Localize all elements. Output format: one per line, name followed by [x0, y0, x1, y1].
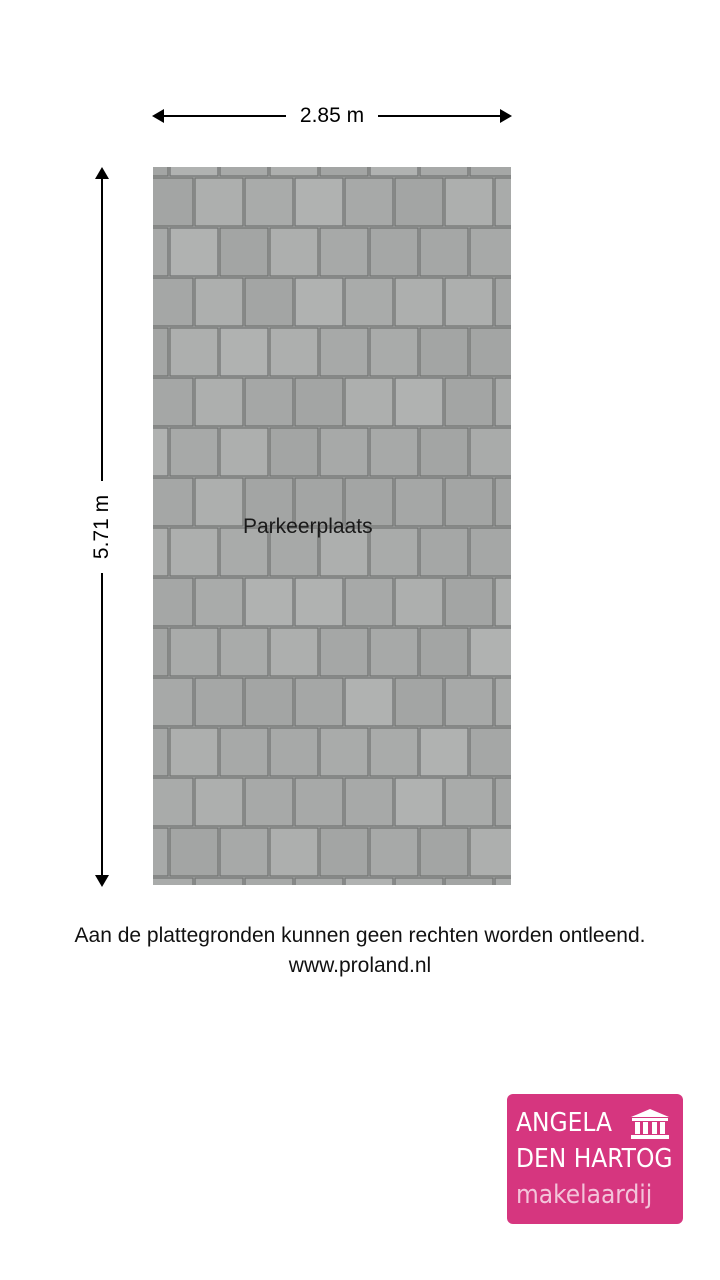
- paving-stone: [153, 378, 193, 426]
- paving-stone: [445, 278, 493, 326]
- paving-stone: [153, 678, 193, 726]
- paving-stone: [420, 528, 468, 576]
- paving-stone: [495, 478, 511, 526]
- paving-stone: [220, 228, 268, 276]
- paving-stone: [153, 167, 168, 176]
- paving-stone: [195, 878, 243, 885]
- paving-stone: [245, 578, 293, 626]
- paving-stone: [420, 228, 468, 276]
- paving-stone: [395, 178, 443, 226]
- paving-stone: [495, 778, 511, 826]
- paving-stone: [195, 278, 243, 326]
- paving-stone: [153, 628, 168, 676]
- paving-stone: [195, 478, 243, 526]
- paving-stone: [170, 228, 218, 276]
- paving-stone: [153, 228, 168, 276]
- paving-stone: [495, 578, 511, 626]
- paving-stone: [420, 167, 468, 176]
- paving-stone: [395, 378, 443, 426]
- paving-stone: [153, 328, 168, 376]
- paving-stone: [245, 278, 293, 326]
- paving-stone: [320, 728, 368, 776]
- paving-stone: [220, 328, 268, 376]
- height-dimension: [90, 167, 114, 887]
- logo-line-den-hartog: DEN HARTOG: [516, 1144, 673, 1174]
- paving-stone: [295, 278, 343, 326]
- paving-stone: [220, 167, 268, 176]
- paving-stone: [445, 178, 493, 226]
- dimension-line-bottom: [101, 573, 103, 879]
- logo-line-angela: ANGELA: [516, 1108, 613, 1138]
- paving-stone: [245, 678, 293, 726]
- logo-line-makelaardij: makelaardij: [516, 1180, 653, 1210]
- company-logo: [507, 1094, 683, 1224]
- paving-stone: [395, 278, 443, 326]
- paving-stone: [270, 167, 318, 176]
- disclaimer-text: Aan de plattegronden kunnen geen rechten worden ontleend.: [74, 924, 646, 947]
- paving-stone: [495, 678, 511, 726]
- paving-stone: [270, 728, 318, 776]
- paving-stone: [320, 328, 368, 376]
- paving-stone: [445, 878, 493, 885]
- paving-stone: [170, 328, 218, 376]
- paving-stone: [395, 878, 443, 885]
- paving-stone: [445, 778, 493, 826]
- paving-stone: [295, 878, 343, 885]
- paving-stone: [153, 828, 168, 876]
- paving-stone: [245, 178, 293, 226]
- paving-stone: [170, 628, 218, 676]
- paving-stone: [153, 578, 193, 626]
- paving-stone: [470, 228, 511, 276]
- paving-stone: [370, 167, 418, 176]
- paving-stone: [170, 167, 218, 176]
- arrow-right-icon: [500, 109, 512, 123]
- paving-stone: [170, 428, 218, 476]
- paving-stone: [345, 778, 393, 826]
- paving-stone: [345, 878, 393, 885]
- paving-stone: [395, 578, 443, 626]
- bank-building-icon: [629, 1108, 671, 1140]
- paving-stone: [295, 378, 343, 426]
- paving-stone: [295, 578, 343, 626]
- paving-stone: [195, 678, 243, 726]
- paving-stone: [320, 628, 368, 676]
- paving-stone: [153, 278, 193, 326]
- paving-stone: [345, 678, 393, 726]
- paving-stone: [195, 778, 243, 826]
- paving-stone: [495, 178, 511, 226]
- paving-stone: [295, 778, 343, 826]
- paving-stone: [220, 828, 268, 876]
- paving-stone: [395, 678, 443, 726]
- paving-stone: [420, 428, 468, 476]
- website-link[interactable]: www.proland.nl: [288, 954, 432, 977]
- paving-stone: [153, 428, 168, 476]
- paving-stone: [270, 228, 318, 276]
- paving-stone: [153, 178, 193, 226]
- paving-stone: [495, 378, 511, 426]
- paving-stone: [195, 578, 243, 626]
- paving-stone: [153, 728, 168, 776]
- paving-stone: [220, 728, 268, 776]
- height-label: 5.71 m: [90, 494, 113, 560]
- paving-stone: [370, 528, 418, 576]
- paving-stone: [153, 478, 193, 526]
- paving-stone: [470, 828, 511, 876]
- paving-stone: [345, 278, 393, 326]
- width-dimension: [152, 104, 512, 128]
- paving-stone: [170, 528, 218, 576]
- paving-stone: [445, 578, 493, 626]
- paving-stone: [420, 728, 468, 776]
- paving-stone: [295, 178, 343, 226]
- paving-stone: [320, 167, 368, 176]
- paving-stone: [370, 328, 418, 376]
- paving-stone: [153, 778, 193, 826]
- paving-stone: [445, 478, 493, 526]
- paving-stone: [270, 828, 318, 876]
- paving-stone: [270, 428, 318, 476]
- paving-stone: [245, 378, 293, 426]
- paving-stone: [295, 678, 343, 726]
- paving-stone: [420, 328, 468, 376]
- room-label: Parkeerplaats: [243, 515, 373, 538]
- paving-stone: [420, 828, 468, 876]
- paving-stone: [495, 878, 511, 885]
- paving-stone: [170, 828, 218, 876]
- paving-stone: [320, 828, 368, 876]
- paving-stone: [445, 678, 493, 726]
- paving-stone: [470, 328, 511, 376]
- paving-stone: [195, 378, 243, 426]
- dimension-line-right: [378, 115, 506, 117]
- paving-stone: [270, 328, 318, 376]
- paving-stone: [195, 178, 243, 226]
- width-label: 2.85 m: [299, 104, 365, 127]
- paving-stone: [470, 528, 511, 576]
- paving-stone: [345, 178, 393, 226]
- paving-stone: [153, 878, 193, 885]
- paving-stone: [345, 578, 393, 626]
- paving-stone: [445, 378, 493, 426]
- paving-stone: [370, 428, 418, 476]
- paving-stone: [345, 378, 393, 426]
- paving-stone: [470, 167, 511, 176]
- paving-stone: [245, 778, 293, 826]
- paving-stone: [220, 628, 268, 676]
- paving-stone: [420, 628, 468, 676]
- paving-stone: [495, 278, 511, 326]
- paving-stone: [153, 528, 168, 576]
- paving-stone: [320, 228, 368, 276]
- paving-stone: [370, 628, 418, 676]
- paving-stone: [395, 478, 443, 526]
- arrow-down-icon: [95, 875, 109, 887]
- paving-stone: [320, 428, 368, 476]
- paving-stone: [220, 428, 268, 476]
- paving-stone: [370, 728, 418, 776]
- paving-stone: [395, 778, 443, 826]
- dimension-line-top: [101, 175, 103, 481]
- paving-stone: [470, 628, 511, 676]
- paving-stone: [370, 828, 418, 876]
- paving-stone: [370, 228, 418, 276]
- paving-stone: [270, 628, 318, 676]
- paving-stone: [470, 728, 511, 776]
- paving-stone: [170, 728, 218, 776]
- paving-stone: [245, 878, 293, 885]
- paving-stone: [470, 428, 511, 476]
